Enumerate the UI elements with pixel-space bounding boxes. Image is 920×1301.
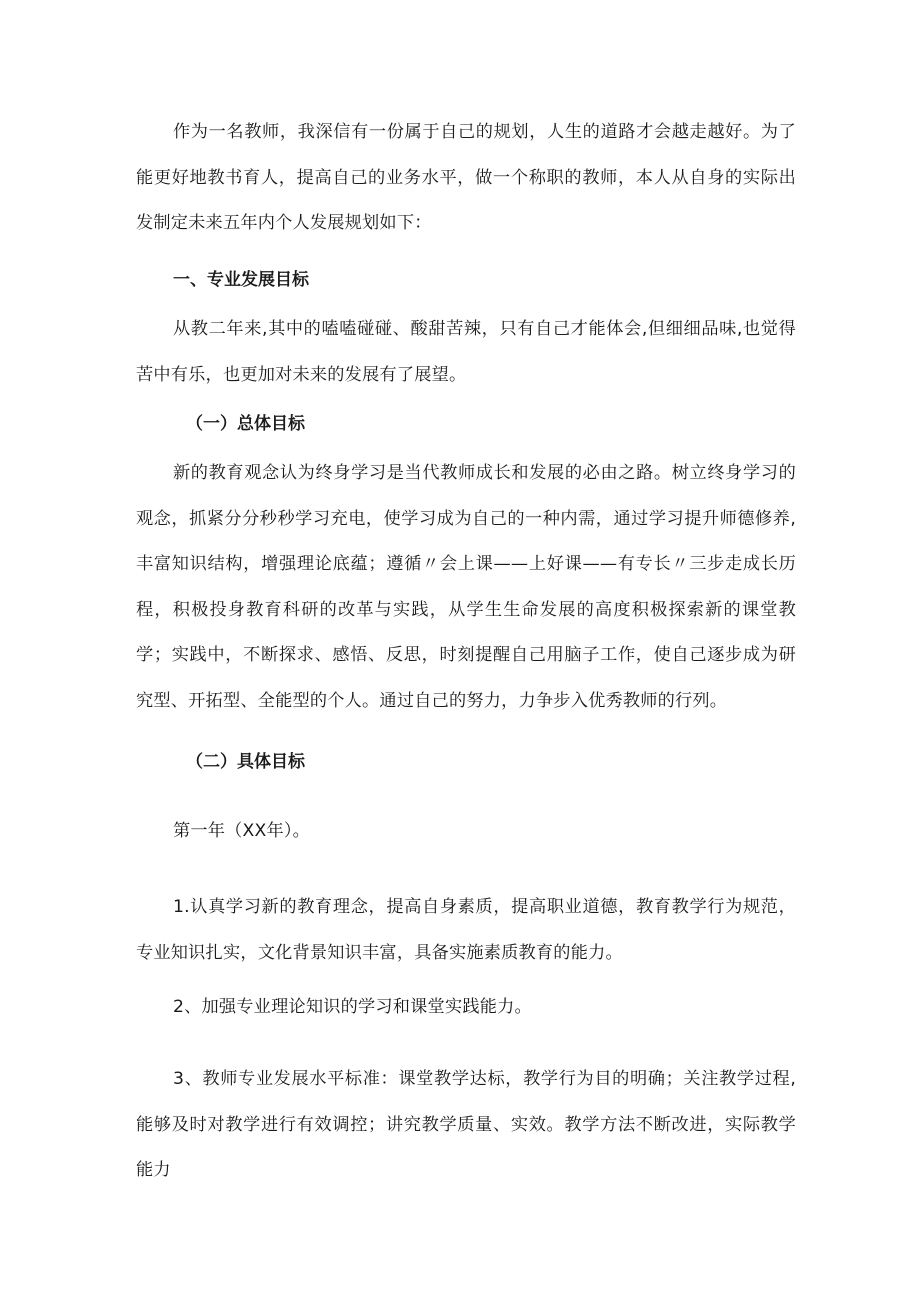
section1-paragraph: 从教二年来,其中的嗑嗑碰碰、酸甜苦辣，只有自己才能体会,但细细品味,也觉得苦中有乐，也更加对未来的发展有了展望。 xyxy=(136,319,796,385)
list-item-2: 2、加强专业理论知识的学习和课堂实践能力。 xyxy=(173,997,532,1017)
section-heading-professional-goals: 一、专业发展目标 xyxy=(173,270,309,290)
list-item-1: 1.认真学习新的教育理念，提高自身素质，提高职业道德，教育教学行为规范，专业知识扎实，文化背景知识丰富，具备实施素质教育的能力。 xyxy=(136,897,796,963)
overall-goals-paragraph: 新的教育观念认为终身学习是当代教师成长和发展的必由之路。树立终身学习的观念，抓紧分分秒秒学习充电，使学习成为自己的一种内需，通过学习提升师德修养,丰富知识结构，增强理论底蕴；遵循〃会上课——上好课——有专长〃三步走成长历程，积极投身教育科研的改革与实践，从学生生命发展的高度积极探索新的课堂教学；实践中，不断探求、感悟、反思，时刻提醒自己用脑子工作，使自己逐步成为研究型、开拓型、全能型的个人。通过自己的努力，力争步入优秀教师的行列。 xyxy=(136,463,796,711)
intro-paragraph: 作为一名教师，我深信有一份属于自己的规划，人生的道路才会越走越好。为了能更好地教书育人，提高自己的业务水平，做一个称职的教师，本人从自身的实际出发制定未来五年内个人发展规划如下： xyxy=(136,122,796,233)
subheading-overall-goals: （一）总体目标 xyxy=(186,414,305,434)
list-item-3: 3、教师专业发展水平标准：课堂教学达标，教学行为目的明确；关注教学过程,能够及时对教学进行有效调控；讲究教学质量、实效。教学方法不断改进，实际教学能力 xyxy=(136,1069,796,1180)
subheading-specific-goals: （二）具体目标 xyxy=(186,752,305,772)
year1-label: 第一年（XX年）。 xyxy=(173,821,311,841)
